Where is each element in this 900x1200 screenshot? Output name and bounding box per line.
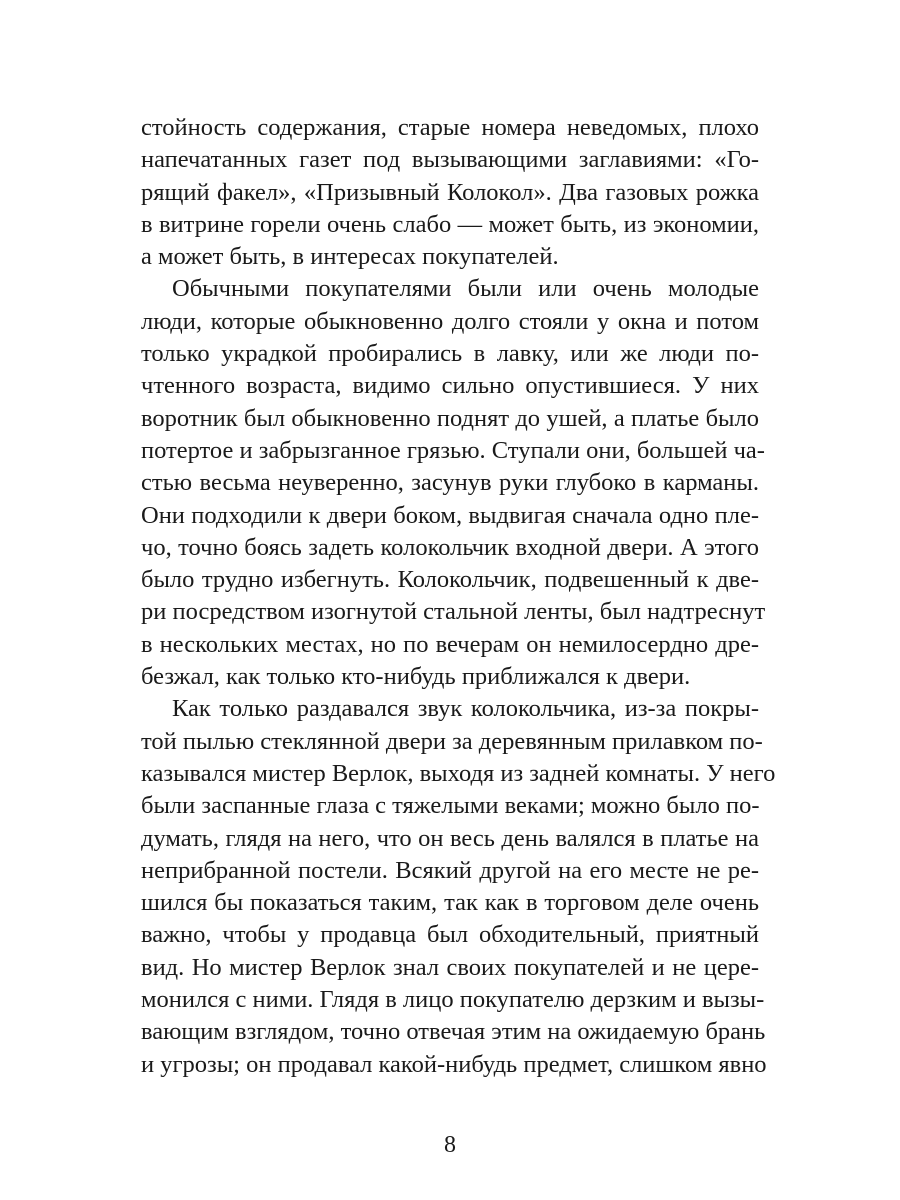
text-line: той пылью стеклянной двери за деревянным прилавком по- [141, 727, 763, 755]
text-line: шился бы показаться таким, так как в торговом деле очень [141, 889, 759, 917]
text-line: стью весьма неуверенно, засунув руки глубоко в карманы. [141, 469, 759, 497]
page-number: 8 [444, 1132, 456, 1158]
text-line: потертое и забрызганное грязью. Ступали они, большей ча- [141, 436, 765, 464]
text-line: воротник был обыкновенно поднят до ушей, а платье было [141, 404, 759, 432]
text-line: казывался мистер Верлок, выходя из задней комнаты. У него [141, 759, 776, 787]
text-line: чтенного возраста, видимо сильно опустившиеся. У них [141, 372, 759, 400]
text-line: стойность содержания, старые номера неведомых, плохо [141, 114, 759, 141]
text-line: вающим взглядом, точно отвечая этим на ожидаемую брань [141, 1018, 766, 1046]
text-line: только украдкой пробирались в лавку, или же люди по- [141, 340, 759, 368]
paragraph [141, 273, 766, 693]
paragraph [141, 112, 759, 273]
text-line: люди, которые обыкновенно долго стояли у окна и потом [141, 307, 759, 335]
text-line: рящий факел», «Призывный Колокол». Два газовых рожка [141, 178, 759, 206]
text-line: ри посредством изогнутой стальной ленты, был надтреснут [141, 598, 766, 626]
text-line: Обычными покупателями были или очень молодые [172, 275, 759, 303]
text-line: думать, глядя на него, что он весь день валялся в платье на [141, 824, 759, 852]
text-line: Как только раздавался звук колокольчика, из-за покры- [172, 695, 759, 723]
text-line: и угрозы; он продавал какой-нибудь предмет, слишком явно [141, 1050, 767, 1078]
text-line: вид. Но мистер Верлок знал своих покупателей и не цере- [141, 953, 759, 981]
text-line: неприбранной постели. Всякий другой на его месте не ре- [141, 856, 759, 884]
text-line: а может быть, в интересах покупателей. [141, 243, 559, 271]
book-page-text [141, 112, 776, 1081]
text-line: напечатанных газет под вызывающими заглавиями: «Го- [141, 146, 759, 174]
text-line: безжал, как только кто-нибудь приближался к двери. [141, 663, 691, 691]
paragraph [141, 693, 776, 1081]
text-line: чо, точно боясь задеть колокольчик входной двери. А этого [141, 533, 759, 561]
text-line: было трудно избегнуть. Колокольчик, подвешенный к две- [141, 566, 759, 594]
text-line: Они подходили к двери боком, выдвигая сначала одно пле- [141, 501, 759, 529]
text-line: монился с ними. Глядя в лицо покупателю дерзким и вызы- [141, 986, 765, 1014]
text-line: важно, чтобы у продавца был обходительный, приятный [141, 921, 759, 949]
text-line: в нескольких местах, но по вечерам он немилосердно дре- [141, 630, 759, 658]
text-line: были заспанные глаза с тяжелыми веками; можно было по- [141, 792, 760, 820]
text-line: в витрине горели очень слабо — может быть, из экономии, [141, 210, 759, 238]
